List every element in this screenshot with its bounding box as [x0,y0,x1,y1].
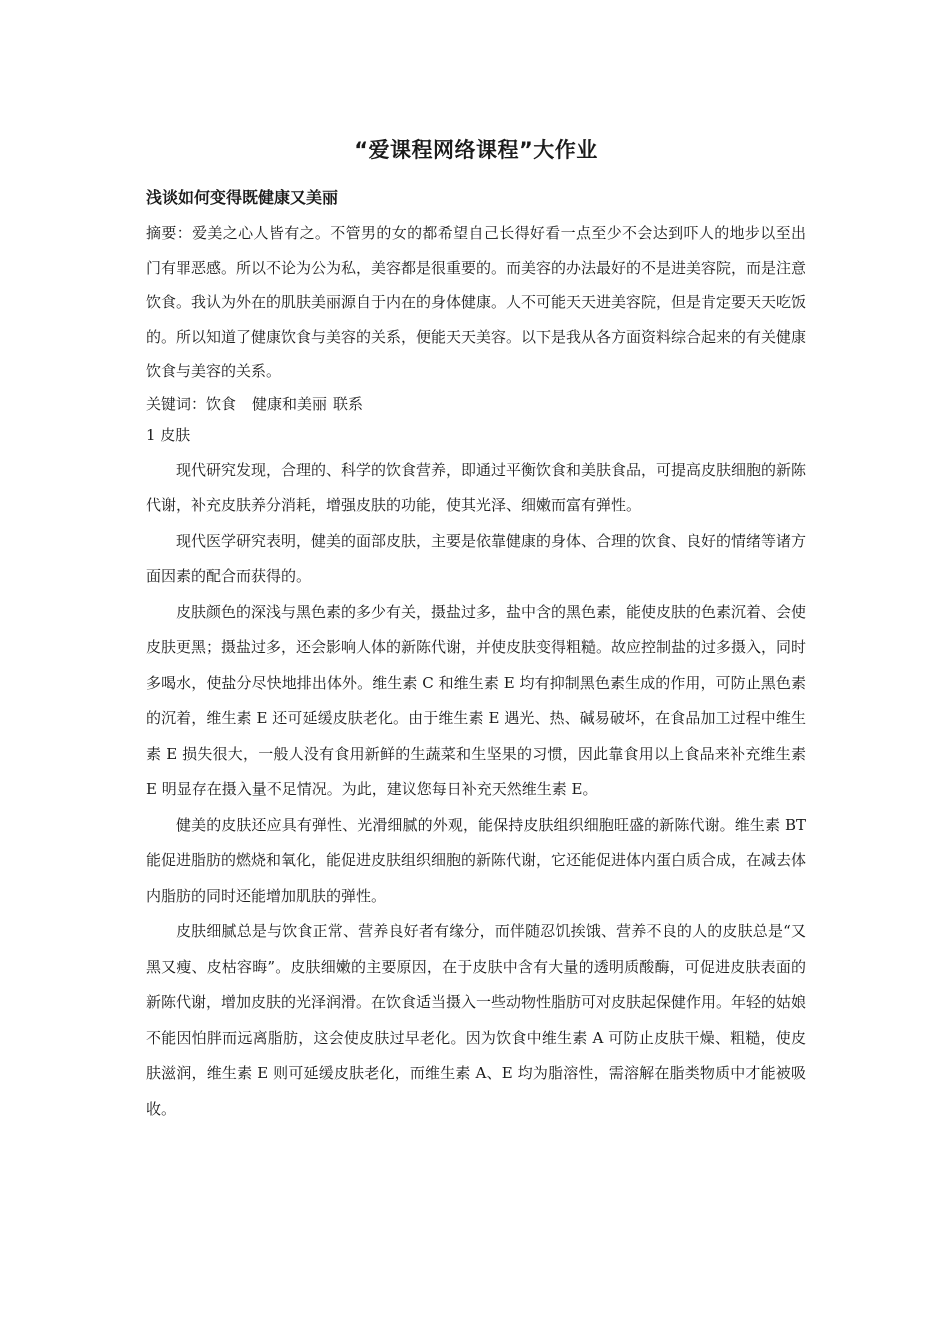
body-paragraph: 皮肤颜色的深浅与黑色素的多少有关，摄盐过多，盐中含的黑色素，能使皮肤的色素沉着、会使皮肤更黑；摄盐过多，还会影响人体的新陈代谢，并使皮肤变得粗糙。故应控制盐的过多摄入，同时多喝水，使盐分尽快地排出体外。维生素 C 和维生素 E 均有抑制黑色素生成的作用，可防止黑色素的沉着，维生素 E 还可延缓皮肤老化。由于维生素 E 遇光、热、碱易破坏，在食品加工过程中维生素 E 损失很大，一般人没有食用新鲜的生蔬菜和生坚果的习惯，因此靠食用以上食品来补充维生素 E 明显存在摄入量不足情况。为此，建议您每日补充天然维生素 E。 [146,602,807,798]
abstract [146,216,806,389]
body-paragraph: 现代研究发现，合理的、科学的饮食营养，即通过平衡饮食和美肤食品，可提高皮肤细胞的新陈代谢，补充皮肤养分消耗，增强皮肤的功能，使其光泽、细嫩而富有弹性。 [146,460,807,514]
keywords-label: 关键词： [146,394,207,413]
document-page [146,134,806,1127]
keyword-item: 联系 [333,394,364,413]
abstract-text: 爱美之心人皆有之。不管男的女的都希望自己长得好看一点至少不会达到吓人的地步以至出门有罪恶感。所以不论为公为私，美容都是很重要的。而美容的办法最好的不是进美容院，而是注意饮食。我认为外在的肌肤美丽源自于内在的身体健康。人不可能天天进美容院，但是肯定要天天吃饭的。所以知道了健康饮食与美容的关系，便能天天美容。以下是我从各方面资料综合起来的有关健康饮食与美容的关系。 [146,224,807,380]
body-paragraph: 现代医学研究表明，健美的面部皮肤，主要是依靠健康的身体、合理的饮食、良好的情绪等诸方面因素的配合而获得的。 [146,531,807,585]
abstract-label: 摘要： [146,224,193,242]
essay-title: 浅谈如何变得既健康又美丽 [146,188,339,207]
keywords-line [146,389,806,420]
body-paragraph: 健美的皮肤还应具有弹性、光滑细腻的外观，能保持皮肤组织细胞旺盛的新陈代谢。维生素 BT 能促进脂肪的燃烧和氧化，能促进皮肤组织细胞的新陈代谢，它还能促进体内蛋白质合成，在减去体内脂肪的同时还能增加肌肤的弹性。 [146,815,807,905]
document-title: “爱课程网络课程”大作业 [354,138,598,162]
keyword-item: 饮食 [206,394,237,413]
keyword-item: 健康和美丽 [252,394,328,413]
section-heading-skin: 1 皮肤 [146,425,191,444]
body-paragraph: 皮肤细腻总是与饮食正常、营养良好者有缘分，而伴随忍饥挨饿、营养不良的人的皮肤总是“又黑又瘦、皮枯容晦”。皮肤细嫩的主要原因，在于皮肤中含有大量的透明质酸酶，可促进皮肤表面的新陈代谢，增加皮肤的光泽润滑。在饮食适当摄入一些动物性脂肪可对皮肤起保健作用。年轻的姑娘不能因怕胖而远离脂肪，这会使皮肤过早老化。因为饮食中维生素 A 可防止皮肤干燥、粗糙，使皮肤滋润，维生素 E 则可延缓皮肤老化，而维生素 A、E 均为脂溶性，需溶解在脂类物质中才能被吸收。 [146,922,807,1118]
